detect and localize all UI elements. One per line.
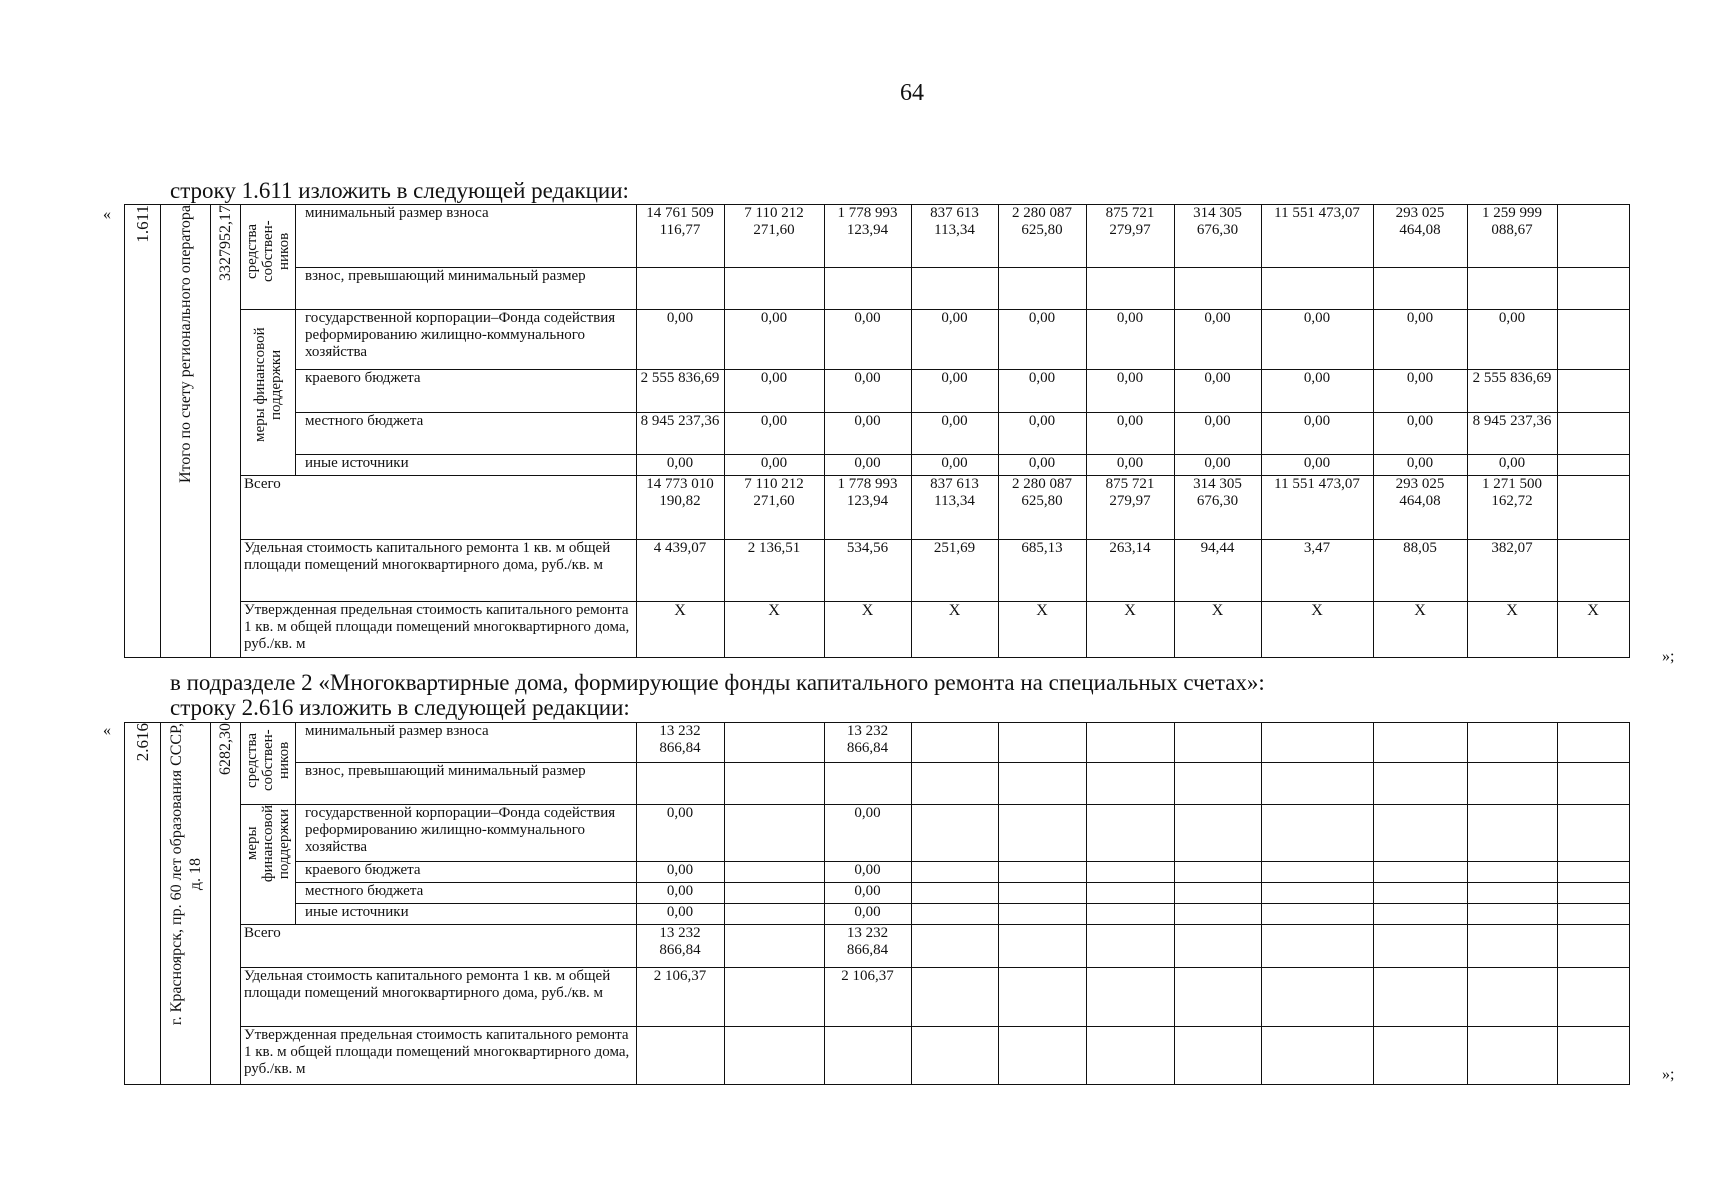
value-cell: 0,00	[1174, 310, 1261, 370]
table-row	[125, 1027, 1630, 1085]
row-label: взнос, превышающий минимальный размер	[302, 763, 636, 805]
value-cell	[911, 268, 998, 310]
value-cell	[1174, 968, 1261, 1027]
value-cell: 0,00	[1373, 413, 1467, 455]
value-cell: 382,07	[1467, 540, 1557, 602]
table-row	[125, 925, 1630, 968]
table-row	[125, 310, 1630, 370]
value-cell: 0,00	[824, 310, 911, 370]
section-heading-subdivision-2: в подразделе 2 «Многоквартирные дома, формирующие фонды капитального ремонта на специальных счетах»:	[170, 670, 1265, 695]
value-cell	[636, 268, 724, 310]
value-cell	[1174, 1027, 1261, 1085]
row-label: местного бюджета	[302, 413, 636, 455]
value-cell: 0,00	[998, 413, 1086, 455]
value-cell	[1467, 805, 1557, 862]
table-row	[125, 883, 1630, 904]
table-row	[125, 455, 1630, 476]
value-cell: 0,00	[1086, 413, 1174, 455]
row-label: Всего	[241, 476, 637, 540]
value-cell	[1373, 1027, 1467, 1085]
page-number: 64	[900, 80, 924, 106]
value-cell: 0,00	[998, 310, 1086, 370]
value-cell	[911, 883, 998, 904]
value-cell: 0,00	[1086, 455, 1174, 476]
quote-close-2: »;	[1662, 1066, 1675, 1083]
value-cell	[1174, 862, 1261, 883]
value-cell	[1373, 883, 1467, 904]
value-cell	[1467, 1027, 1557, 1085]
value-cell	[998, 763, 1086, 805]
group-owners-cell	[241, 205, 296, 310]
value-cell: 0,00	[824, 805, 911, 862]
value-cell	[1261, 862, 1373, 883]
value-cell: 0,00	[1261, 413, 1373, 455]
value-cell	[724, 925, 824, 968]
value-cell	[1467, 904, 1557, 925]
value-cell	[998, 723, 1086, 763]
value-cell	[911, 925, 998, 968]
value-cell	[1261, 723, 1373, 763]
value-cell: 8 945 237,36	[636, 413, 724, 455]
row-label: государственной корпорации–Фонда содействия реформированию жилищно-коммунального хозяйства	[302, 310, 636, 370]
value-cell: 1 778 993 123,94	[824, 205, 911, 268]
quote-open-2: «	[103, 722, 111, 739]
value-cell: X	[1174, 602, 1261, 658]
value-cell	[1467, 883, 1557, 904]
value-cell	[1467, 723, 1557, 763]
table-row	[125, 968, 1630, 1027]
value-cell: 2 555 836,69	[636, 370, 724, 413]
value-cell	[1467, 968, 1557, 1027]
value-cell	[1261, 1027, 1373, 1085]
value-cell: 0,00	[911, 310, 998, 370]
area-cell	[211, 205, 241, 658]
value-cell: 2 106,37	[824, 968, 911, 1027]
value-cell: X	[911, 602, 998, 658]
value-cell: 7 110 212 271,60	[724, 205, 824, 268]
value-cell: 14 761 509 116,77	[636, 205, 724, 268]
value-cell	[911, 763, 998, 805]
value-cell	[1261, 763, 1373, 805]
value-cell: 0,00	[636, 883, 724, 904]
value-cell	[1086, 805, 1174, 862]
value-cell: 1 778 993 123,94	[824, 476, 911, 540]
value-cell: 837 613 113,34	[911, 476, 998, 540]
value-cell	[1557, 1027, 1629, 1085]
value-cell: 251,69	[911, 540, 998, 602]
value-cell: X	[824, 602, 911, 658]
value-cell	[1557, 205, 1629, 268]
row-label: минимальный размер взноса	[302, 205, 636, 268]
row-label: минимальный размер взноса	[302, 723, 636, 763]
value-cell	[1373, 925, 1467, 968]
value-cell: 0,00	[998, 455, 1086, 476]
value-cell: 534,56	[824, 540, 911, 602]
value-cell	[1557, 805, 1629, 862]
value-cell	[724, 862, 824, 883]
value-cell	[998, 1027, 1086, 1085]
value-cell	[1174, 723, 1261, 763]
value-cell	[1261, 805, 1373, 862]
value-cell: 0,00	[1467, 310, 1557, 370]
value-cell	[824, 763, 911, 805]
group-support-line3: поддержки	[276, 808, 292, 879]
row-label: Всего	[241, 925, 637, 968]
value-cell	[724, 268, 824, 310]
value-cell	[636, 763, 724, 805]
value-cell: 2 106,37	[636, 968, 724, 1027]
value-cell: 0,00	[636, 904, 724, 925]
value-cell	[1467, 268, 1557, 310]
value-cell: 0,00	[911, 413, 998, 455]
value-cell	[1174, 925, 1261, 968]
value-cell	[1261, 968, 1373, 1027]
value-cell	[1174, 904, 1261, 925]
value-cell	[1557, 476, 1629, 540]
value-cell: 0,00	[1174, 370, 1261, 413]
value-cell: 0,00	[724, 413, 824, 455]
value-cell	[636, 1027, 724, 1085]
table-row	[125, 268, 1630, 310]
value-cell: 0,00	[824, 455, 911, 476]
value-cell	[1373, 268, 1467, 310]
value-cell	[1373, 723, 1467, 763]
value-cell: 293 025 464,08	[1373, 205, 1467, 268]
instruction-row-2616: строку 2.616 изложить в следующей редакции:	[170, 695, 630, 720]
row-id-cell	[125, 723, 161, 1085]
value-cell	[1557, 925, 1629, 968]
value-cell	[1086, 1027, 1174, 1085]
value-cell: 293 025 464,08	[1373, 476, 1467, 540]
value-cell	[998, 904, 1086, 925]
value-cell	[1261, 925, 1373, 968]
row-label: Удельная стоимость капитального ремонта 1 кв. м общей площади помещений многоквартирного дома, руб./кв. м	[241, 968, 637, 1027]
instruction-row-1611: строку 1.611 изложить в следующей редакции:	[170, 178, 629, 203]
value-cell: 0,00	[911, 455, 998, 476]
value-cell	[1086, 763, 1174, 805]
value-cell: 0,00	[1373, 370, 1467, 413]
value-cell	[1467, 862, 1557, 883]
value-cell: 314 305 676,30	[1174, 205, 1261, 268]
value-cell: 7 110 212 271,60	[724, 476, 824, 540]
value-cell	[1557, 413, 1629, 455]
value-cell	[1086, 862, 1174, 883]
value-cell: 0,00	[724, 370, 824, 413]
value-cell	[724, 763, 824, 805]
value-cell: 88,05	[1373, 540, 1467, 602]
object-name: Итого по счету регионального оператора	[177, 205, 194, 484]
value-cell: 0,00	[1086, 310, 1174, 370]
value-cell: 0,00	[824, 370, 911, 413]
value-cell: 0,00	[1373, 455, 1467, 476]
value-cell	[1086, 925, 1174, 968]
value-cell: 1 259 999 088,67	[1467, 205, 1557, 268]
row-id-cell	[125, 205, 161, 658]
value-cell	[1174, 268, 1261, 310]
object-address-line2: д. 18	[186, 857, 204, 891]
row-label: иные источники	[302, 904, 636, 925]
value-cell	[1086, 723, 1174, 763]
value-cell: 2 555 836,69	[1467, 370, 1557, 413]
value-cell: 263,14	[1086, 540, 1174, 602]
value-cell: 0,00	[636, 310, 724, 370]
value-cell: 0,00	[1373, 310, 1467, 370]
group-support-label	[244, 805, 292, 882]
value-cell: X	[724, 602, 824, 658]
value-cell	[1261, 883, 1373, 904]
group-support-label: меры финансовой поддержки	[252, 327, 284, 443]
value-cell: 0,00	[724, 310, 824, 370]
table-row	[125, 476, 1630, 540]
table-row	[125, 862, 1630, 883]
value-cell: 0,00	[1261, 455, 1373, 476]
name-cell	[161, 723, 211, 1085]
value-cell: X	[1557, 602, 1629, 658]
row-label: иные источники	[302, 455, 636, 476]
value-cell	[998, 862, 1086, 883]
value-cell	[1174, 805, 1261, 862]
value-cell	[998, 805, 1086, 862]
value-cell	[1373, 968, 1467, 1027]
value-cell	[724, 968, 824, 1027]
value-cell	[1373, 904, 1467, 925]
row-label: краевого бюджета	[302, 370, 636, 413]
row-id: 2.616	[133, 723, 152, 762]
value-cell: 94,44	[1174, 540, 1261, 602]
table-row	[125, 205, 1630, 268]
value-cell: 0,00	[998, 370, 1086, 413]
value-cell	[1557, 763, 1629, 805]
group-owners-label: средства собствен-ников	[244, 220, 292, 282]
row-id: 1.611	[133, 205, 152, 243]
value-cell: 0,00	[636, 805, 724, 862]
value-cell	[911, 862, 998, 883]
value-cell: 2 280 087 625,80	[998, 476, 1086, 540]
value-cell: 0,00	[1261, 370, 1373, 413]
value-cell	[724, 883, 824, 904]
value-cell	[724, 904, 824, 925]
value-cell: X	[636, 602, 724, 658]
group-support-line2: финансовой	[260, 805, 276, 883]
row-label: Утвержденная предельная стоимость капитального ремонта 1 кв. м общей площади помещений многоквартирного дома, руб./кв. м	[241, 602, 637, 658]
value-cell: 4 439,07	[636, 540, 724, 602]
value-cell: 875 721 279,97	[1086, 476, 1174, 540]
group-support-cell	[241, 310, 296, 476]
value-cell: X	[1467, 602, 1557, 658]
value-cell	[824, 268, 911, 310]
value-cell: 0,00	[824, 883, 911, 904]
value-cell	[998, 925, 1086, 968]
value-cell: 14 773 010 190,82	[636, 476, 724, 540]
value-cell	[724, 1027, 824, 1085]
value-cell	[911, 968, 998, 1027]
value-cell	[998, 883, 1086, 904]
value-cell: 314 305 676,30	[1174, 476, 1261, 540]
total-area: 3327952,17	[217, 205, 234, 281]
quote-close-1: »;	[1662, 648, 1675, 665]
value-cell	[724, 805, 824, 862]
group-support-cell	[241, 805, 296, 925]
value-cell: 3,47	[1261, 540, 1373, 602]
value-cell	[1373, 763, 1467, 805]
value-cell: 0,00	[1174, 455, 1261, 476]
value-cell	[911, 904, 998, 925]
value-cell	[911, 1027, 998, 1085]
row-label: государственной корпорации–Фонда содействия реформированию жилищно-коммунального хозяйства	[302, 805, 636, 862]
value-cell: 13 232 866,84	[824, 925, 911, 968]
row-label: Удельная стоимость капитального ремонта 1 кв. м общей площади помещений многоквартирного дома, руб./кв. м	[241, 540, 637, 602]
table-row	[125, 413, 1630, 455]
table-row	[125, 540, 1630, 602]
value-cell	[1174, 763, 1261, 805]
value-cell	[1557, 370, 1629, 413]
value-cell	[1467, 925, 1557, 968]
value-cell	[1557, 968, 1629, 1027]
value-cell: 0,00	[824, 862, 911, 883]
total-area: 6282,30	[217, 723, 234, 775]
value-cell	[1557, 883, 1629, 904]
value-cell: 1 271 500 162,72	[1467, 476, 1557, 540]
value-cell	[1086, 968, 1174, 1027]
value-cell	[824, 1027, 911, 1085]
value-cell: 11 551 473,07	[1261, 476, 1373, 540]
value-cell: 13 232 866,84	[636, 723, 724, 763]
value-cell: 0,00	[1467, 455, 1557, 476]
row-label: взнос, превышающий минимальный размер	[302, 268, 636, 310]
table-row	[125, 370, 1630, 413]
row-label: краевого бюджета	[302, 862, 636, 883]
value-cell: 13 232 866,84	[636, 925, 724, 968]
value-cell: 685,13	[998, 540, 1086, 602]
value-cell: 11 551 473,07	[1261, 205, 1373, 268]
name-cell	[161, 205, 211, 658]
registry-table-1611	[124, 204, 1630, 658]
value-cell: 8 945 237,36	[1467, 413, 1557, 455]
value-cell	[724, 723, 824, 763]
value-cell: X	[1261, 602, 1373, 658]
value-cell	[1467, 763, 1557, 805]
value-cell	[1086, 904, 1174, 925]
value-cell	[1557, 310, 1629, 370]
value-cell: X	[998, 602, 1086, 658]
value-cell: 875 721 279,97	[1086, 205, 1174, 268]
value-cell: 0,00	[636, 455, 724, 476]
group-owners-label: средства собствен-ников	[244, 729, 292, 791]
value-cell	[1373, 805, 1467, 862]
value-cell: 837 613 113,34	[911, 205, 998, 268]
value-cell	[1557, 862, 1629, 883]
quote-open-1: «	[103, 206, 111, 223]
value-cell	[1557, 904, 1629, 925]
value-cell	[998, 968, 1086, 1027]
value-cell: 0,00	[911, 370, 998, 413]
value-cell	[1557, 455, 1629, 476]
value-cell: 0,00	[824, 904, 911, 925]
group-support-line1: меры	[244, 826, 260, 861]
object-address	[167, 723, 205, 1025]
row-label: Утвержденная предельная стоимость капитального ремонта 1 кв. м общей площади помещений многоквартирного дома, руб./кв. м	[241, 1027, 637, 1085]
table-row	[125, 805, 1630, 862]
value-cell	[1086, 268, 1174, 310]
table-row	[125, 602, 1630, 658]
value-cell: 0,00	[1174, 413, 1261, 455]
registry-table-2616	[124, 722, 1630, 1085]
table-row	[125, 723, 1630, 763]
value-cell: 0,00	[636, 862, 724, 883]
value-cell: 0,00	[1261, 310, 1373, 370]
value-cell	[1174, 883, 1261, 904]
value-cell	[911, 805, 998, 862]
group-owners-cell	[241, 723, 296, 805]
value-cell: X	[1086, 602, 1174, 658]
table-row	[125, 904, 1630, 925]
value-cell: X	[1373, 602, 1467, 658]
value-cell	[1557, 540, 1629, 602]
value-cell: 13 232 866,84	[824, 723, 911, 763]
row-label: местного бюджета	[302, 883, 636, 904]
table-row	[125, 763, 1630, 805]
value-cell	[1557, 723, 1629, 763]
value-cell	[1086, 883, 1174, 904]
object-address-line1: г. Красноярск, пр. 60 лет образования СССР,	[167, 723, 185, 1026]
value-cell	[911, 723, 998, 763]
value-cell: 0,00	[724, 455, 824, 476]
value-cell: 0,00	[1086, 370, 1174, 413]
area-cell	[211, 723, 241, 1085]
value-cell	[1373, 862, 1467, 883]
value-cell	[1261, 904, 1373, 925]
value-cell	[998, 268, 1086, 310]
value-cell	[1261, 268, 1373, 310]
value-cell: 0,00	[824, 413, 911, 455]
value-cell: 2 136,51	[724, 540, 824, 602]
value-cell: 2 280 087 625,80	[998, 205, 1086, 268]
value-cell	[1557, 268, 1629, 310]
